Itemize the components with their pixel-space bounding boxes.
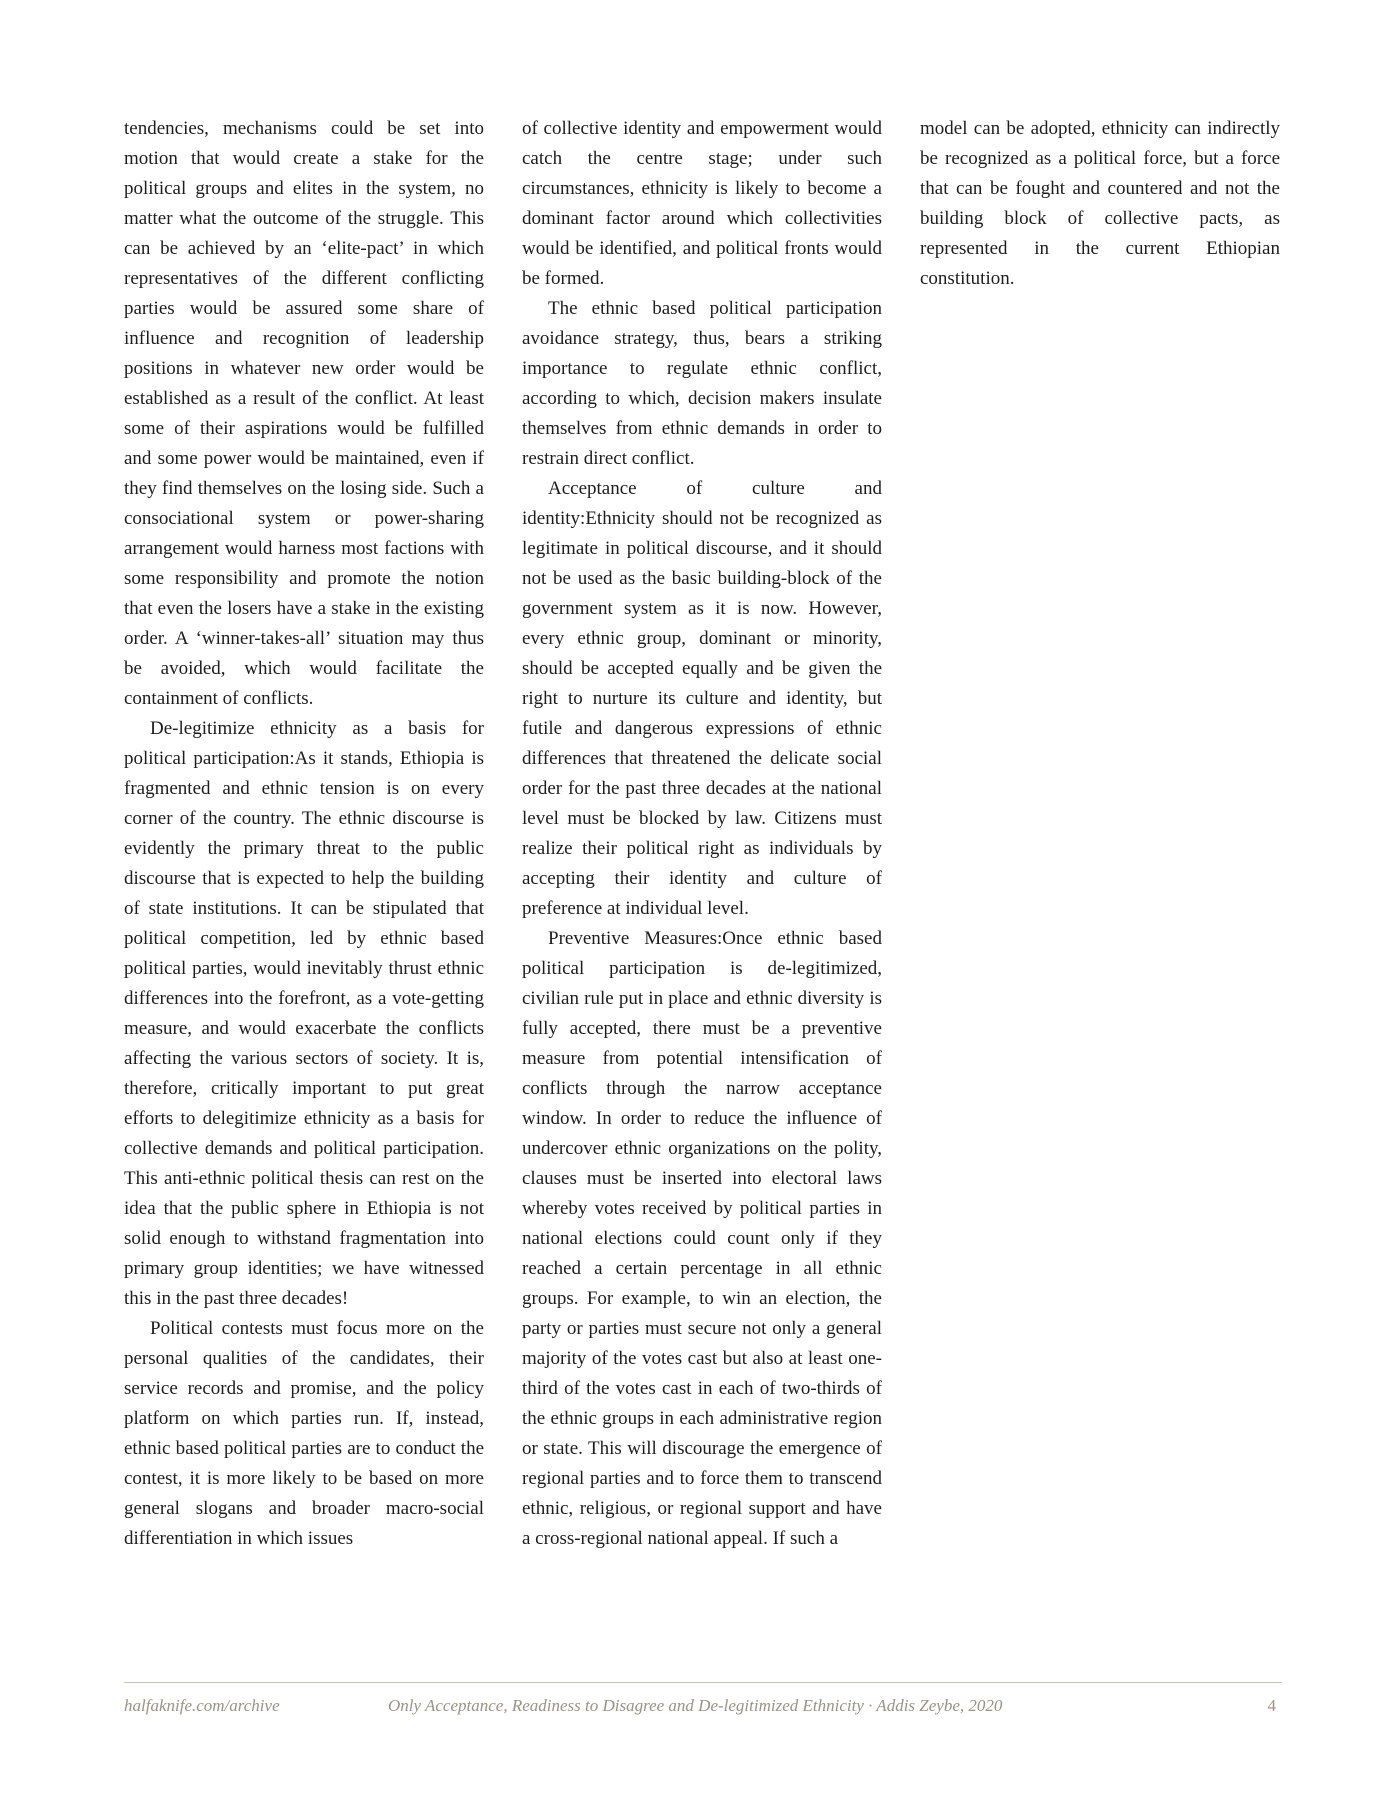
paragraph: tendencies, mechanisms could be set into motion that would create a stake for the political groups and elites in the system, no matter what the outcome of the struggle. This can be achieved by an ‘elite-pact’ in which representatives of the different conflicting parties would be assured some share of influence and recognition of leadership positions in whatever new order would be established as a result of the conflict. At least some of their aspirations would be fulfilled and some power would be maintained, even if they find themselves on the losing side. Such a consociational system or power-sharing arrangement would harness most factions with some responsibility and promote the notion that even the losers have a stake in the existing order. A ‘winner-takes-all’ situation may thus be avoided, which would facilitate the containment of conflicts. [124,118,484,709]
paragraph: model can be adopted, ethnicity can indirectly be recognized as a political force, but a force that can be fought and countered and not the building block of collective pacts, as represented in the current Ethiopian constitution. [920,118,1280,289]
column-2 [522,114,882,1634]
paragraph: Preventive Measures:Once ethnic based political participation is de-legitimized, civilian rule put in place and ethnic diversity is fully accepted, there must be a preventive measure from potential intensification of conflicts through the narrow acceptance window. In order to reduce the influence of undercover ethnic organizations on the polity, clauses must be inserted into electoral laws whereby votes received by political parties in national elections could count only if they reached a certain percentage in all ethnic groups. For example, to win an election, the party or parties must secure not only a general majority of the votes cast but also at least one-third of the votes cast in each of two-thirds of the ethnic groups in each administrative region or state. This will discourage the emergence of regional parties and to force them to transcend ethnic, religious, or regional support and have a cross-regional national appeal. If such a [522,928,882,1549]
article-columns [124,114,1282,1634]
column-1 [124,114,484,1634]
footer-source-link[interactable]: halfaknife.com/archive [124,1696,280,1715]
paragraph: De-legitimize ethnicity as a basis for political participation:As it stands, Ethiopia is fragmented and ethnic tension is on every corner of the country. The ethnic discourse is evidently the primary threat to the public discourse that is expected to help the building of state institutions. It can be stipulated that political competition, led by ethnic based political parties, would inevitably thrust ethnic differences into the forefront, as a vote-getting measure, and would exacerbate the conflicts affecting the various sectors of society. It is, therefore, critically important to put great efforts to delegitimize ethnicity as a basis for collective demands and political participation. This anti-ethnic political thesis can rest on the idea that the public sphere in Ethiopia is not solid enough to withstand fragmentation into primary group identities; we have witnessed this in the past three decades! [124,718,484,1309]
footer-document-title: Only Acceptance, Readiness to Disagree and De-legitimized Ethnicity · Addis Zeybe, 2020 [388,1696,1003,1715]
footer-divider [124,1682,1282,1683]
paragraph: Acceptance of culture and identity:Ethnicity should not be recognized as legitimate in political discourse, and it should not be used as the basic building-block of the government system as it is now. However, every ethnic group, dominant or minority, should be accepted equally and be given the right to nurture its culture and identity, but futile and dangerous expressions of ethnic differences that threatened the delicate social order for the past three decades at the national level must be blocked by law. Citizens must realize their political right as individuals by accepting their identity and culture of preference at individual level. [522,478,882,919]
page-footer [124,1691,1282,1721]
column-3 [920,114,1280,1634]
page-number: 4 [1267,1696,1276,1715]
paragraph: Political contests must focus more on the personal qualities of the candidates, their service records and promise, and the policy platform on which parties run. If, instead, ethnic based political parties are to conduct the contest, it is more likely to be based on more general slogans and broader macro-social differentiation in which issues [124,1318,484,1549]
paragraph: The ethnic based political participation avoidance strategy, thus, bears a striking importance to regulate ethnic conflict, according to which, decision makers insulate themselves from ethnic demands in order to restrain direct conflict. [522,298,882,469]
paragraph: of collective identity and empowerment would catch the centre stage; under such circumstances, ethnicity is likely to become a dominant factor around which collectivities would be identified, and political fronts would be formed. [522,118,882,289]
